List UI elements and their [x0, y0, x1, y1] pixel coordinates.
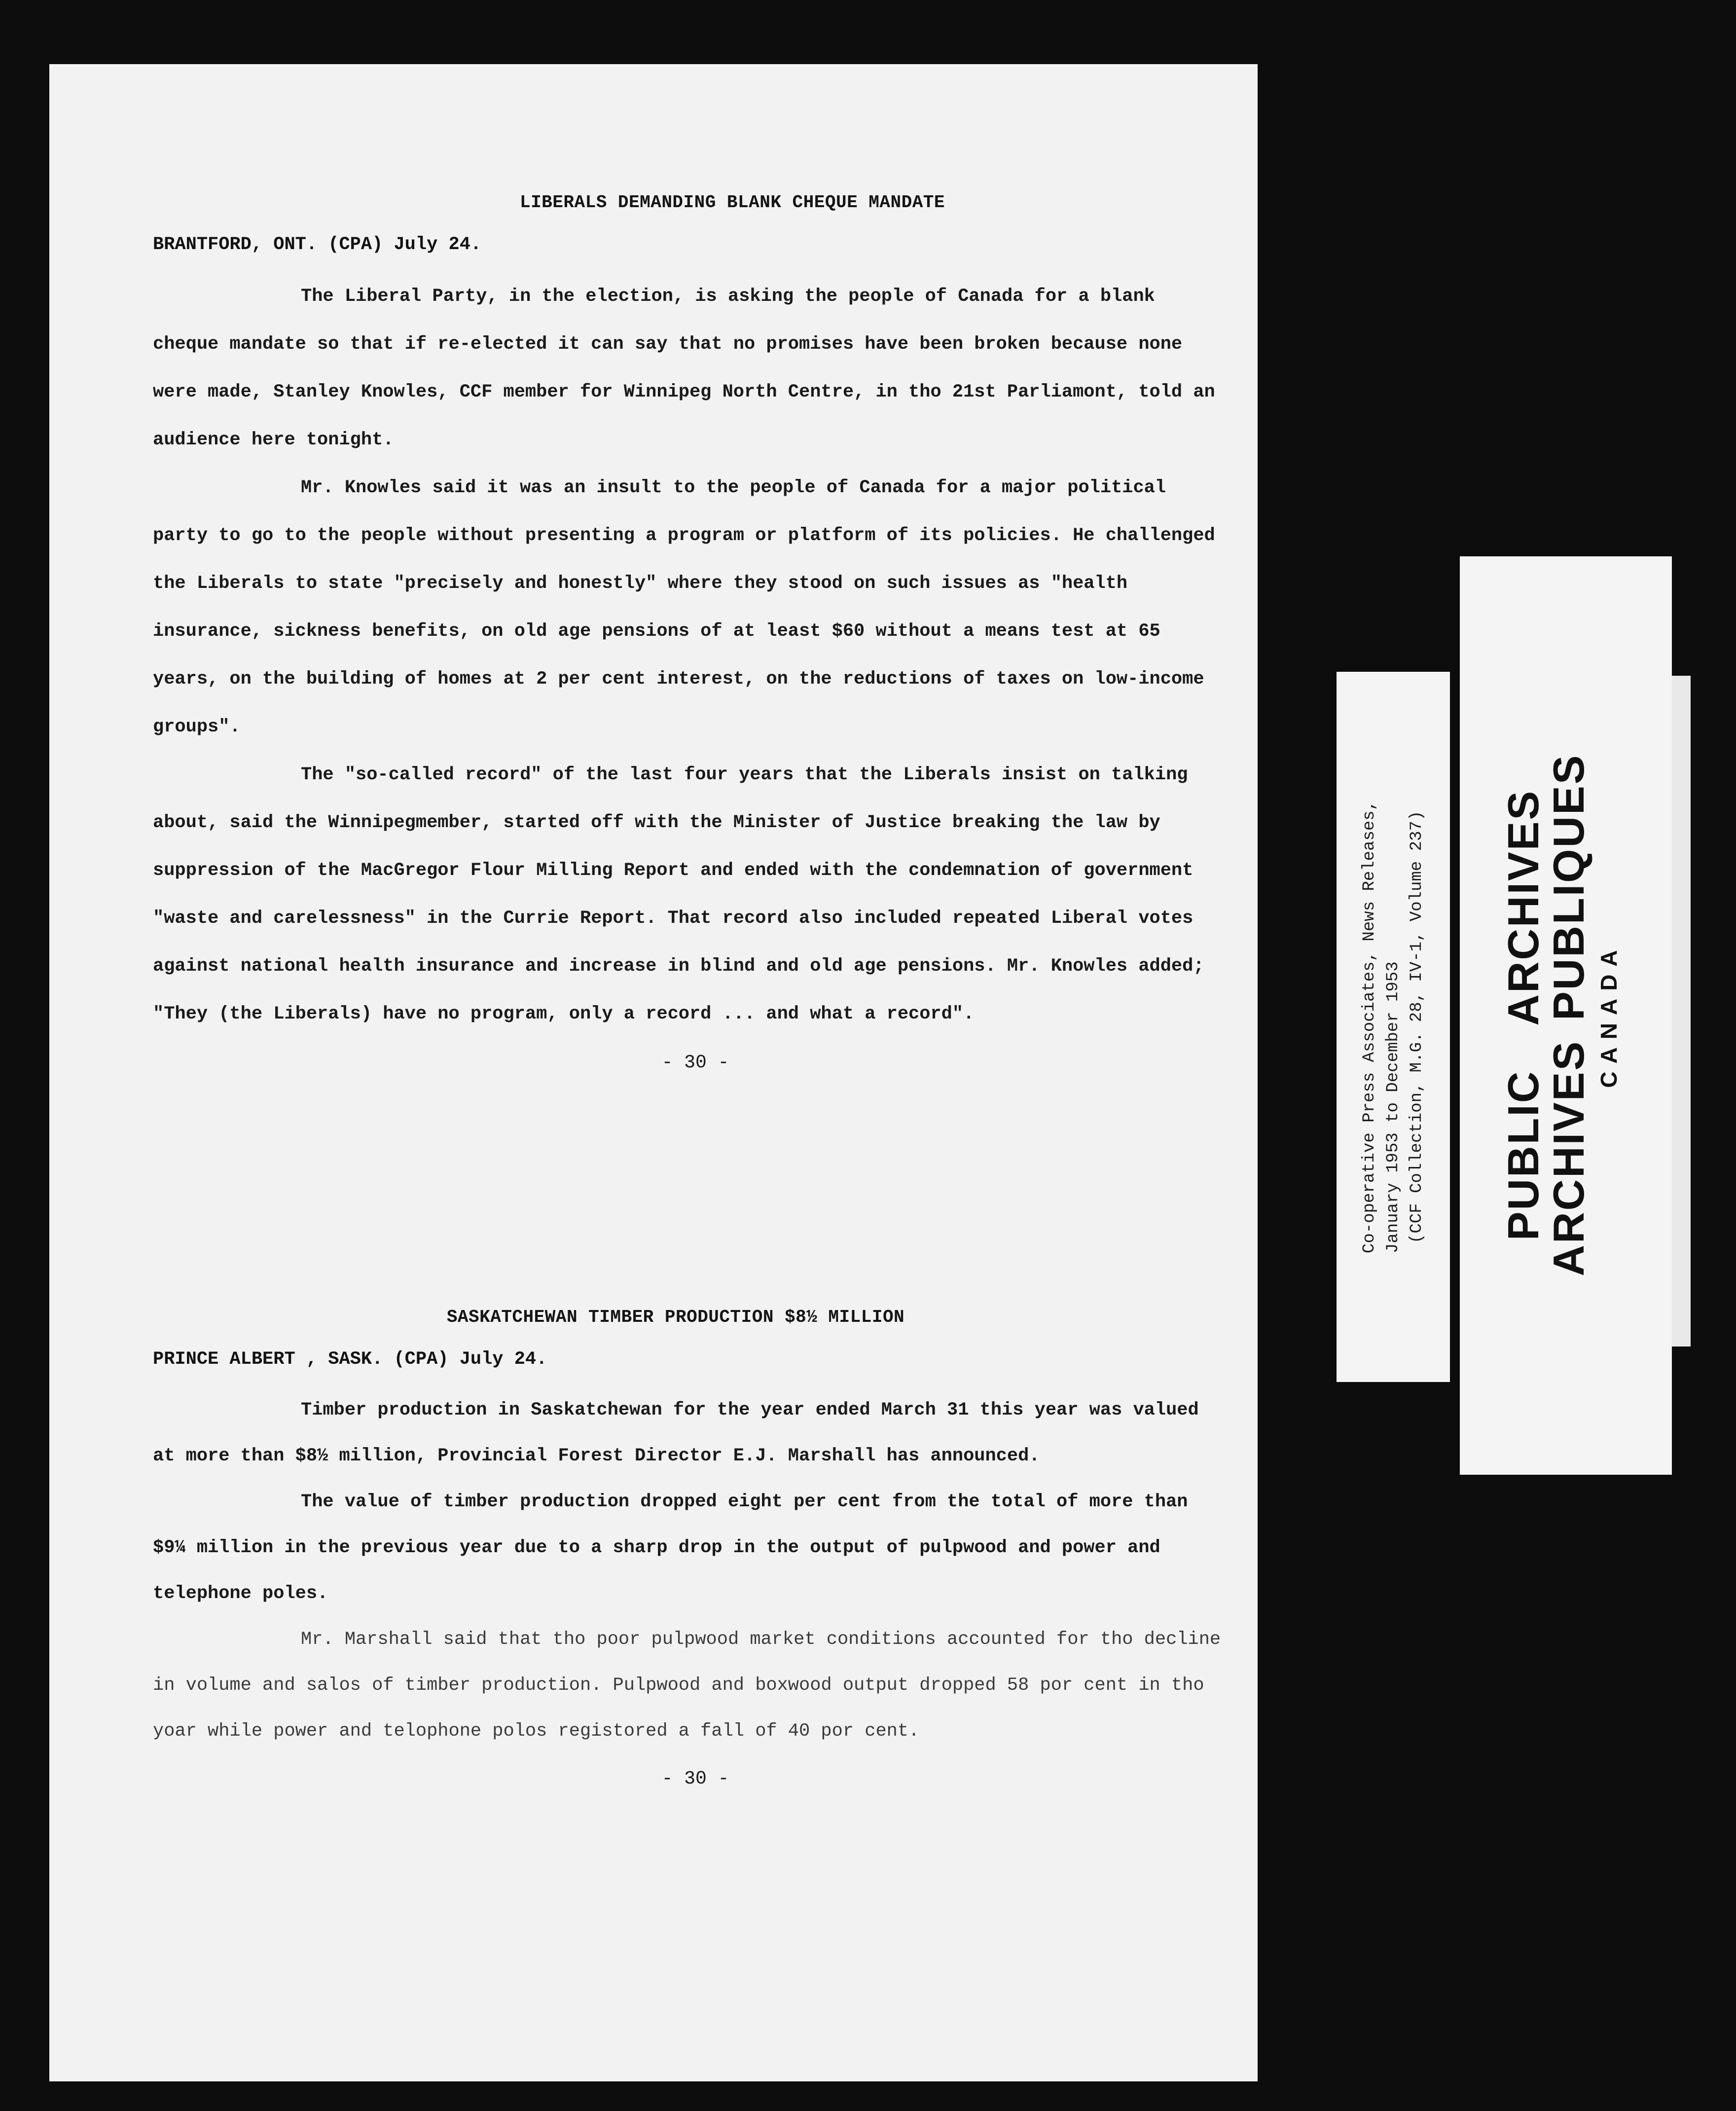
stamp-line-french: [1546, 754, 1591, 1276]
news-story: [49, 1307, 1258, 1789]
story-headline: SASKATCHEWAN TIMBER PRODUCTION $8½ MILLION: [446, 1307, 905, 1327]
stamp-word: PUBLIC: [1499, 1070, 1548, 1241]
page-number: - 30 -: [661, 1768, 729, 1789]
page-number: - 30 -: [661, 1052, 729, 1073]
story-paragraph: Mr. Knowles said it was an insult to the people of Canada for a major political party to go to the people without presenting a program or platform of its policies. He challenged the Liberals to state "precisely and honestly" where they stood on such issues as "health insurance, sickness benefits, on old age pensions of at least $60 without a means test at 65 years, on the building of homes at 2 per cent interest, on the reductions of taxes on low-income groups".: [153, 477, 1215, 737]
typed-page: [49, 64, 1258, 2081]
story-paragraph: The Liberal Party, in the election, is asking the people of Canada for a blank cheque mandate so that if re-elected it can say that no promises have been broken because none were made, Stanley Knowles, CCF member for Winnipeg North Centre, in tho 21st Parliamont, told an audience here tonight.: [153, 286, 1215, 450]
story-dateline: PRINCE ALBERT , SASK. (CPA) July 24.: [153, 1349, 547, 1370]
archives-stamp-label: [1460, 556, 1672, 1475]
collection-citation-label: [1337, 672, 1450, 1382]
news-story: [49, 192, 1258, 1073]
citation-text: [1358, 801, 1429, 1253]
stamp-word: ARCHIVES: [1499, 789, 1548, 1026]
citation-line: January 1953 to December 1953: [1384, 961, 1403, 1254]
citation-line: Co-operative Press Associates, News Releases,: [1360, 800, 1379, 1254]
story-paragraph: Mr. Marshall said that tho poor pulpwood market conditions accounted for tho decline in volume and salos of timber production. Pulpwood and boxwood output dropped 58 por cent in tho yoar while power and telophone polos registored a fall of 40 por cent.: [153, 1629, 1221, 1742]
story-dateline: BRANTFORD, ONT. (CPA) July 24.: [153, 234, 482, 255]
stamp-country: CANADA: [1596, 942, 1622, 1088]
stamp-line-english: [1501, 754, 1546, 1276]
archives-stamp-text: [1501, 754, 1626, 1276]
story-headline: LIBERALS DEMANDING BLANK CHEQUE MANDATE: [519, 192, 945, 213]
story-paragraph: Timber production in Saskatchewan for the year ended March 31 this year was valued at more than $8½ million, Provincial Forest Director E.J. Marshall has announced.: [153, 1400, 1199, 1466]
stamp-word: ARCHIVES: [1544, 1040, 1593, 1276]
stamp-word: PUBLIQUES: [1544, 754, 1593, 1020]
citation-line: (CCF Collection, M.G. 28, IV-1, Volume 237): [1408, 810, 1426, 1244]
story-paragraph: The "so-called record" of the last four years that the Liberals insist on talking about, said the Winnipegmember, started off with the Minister of Justice breaking the law by suppression of the MacGregor Flour Milling Report and ended with the condemnation of government "waste and carelessness" in the Currie Report. That record also included repeated Liberal votes against national health insurance and increase in blind and old age pensions. Mr. Knowles added; "They (the Liberals) have no program, only a record ... and what a record".: [153, 764, 1204, 1024]
story-paragraph: The value of timber production dropped eight per cent from the total of more than $9¼ million in the previous year due to a sharp drop in the output of pulpwood and power and telephone poles.: [153, 1492, 1188, 1604]
label-edge-strip: [1672, 676, 1691, 1347]
